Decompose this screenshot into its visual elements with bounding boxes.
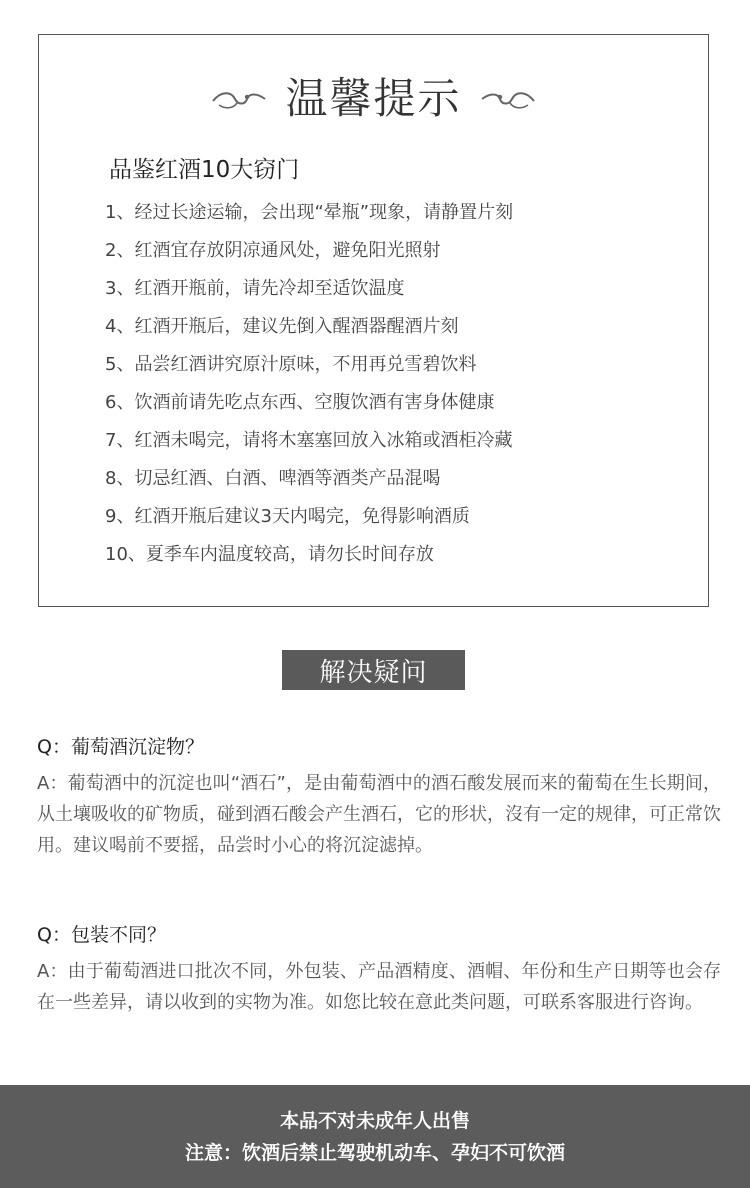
footer-age-notice: 本品不对未成年人出售 bbox=[279, 1109, 470, 1132]
tips-title: 温馨提示 bbox=[285, 74, 462, 123]
tip-item: 1、经过长途运输，会出现“晕瓶”现象，请静置片刻 bbox=[105, 202, 514, 223]
tip-item: 10、夏季车内温度较高，请勿长时间存放 bbox=[105, 544, 434, 565]
faq-item bbox=[37, 922, 721, 1018]
tip-item: 9、红酒开瓶后建议3天内喝完，免得影响酒质 bbox=[105, 506, 470, 527]
footer-banner bbox=[0, 1085, 750, 1188]
tips-list bbox=[105, 198, 513, 578]
tip-item: 2、红酒宜存放阴凉通风处，避免阳光照射 bbox=[105, 240, 441, 261]
flourish-left-icon bbox=[211, 87, 267, 111]
tip-item: 3、红酒开瓶前，请先冷却至适饮温度 bbox=[105, 278, 405, 299]
tip-item: 6、饮酒前请先吃点东西、空腹饮酒有害身体健康 bbox=[105, 392, 495, 413]
tip-item: 7、红酒未喝完，请将木塞塞回放入冰箱或酒柜冷藏 bbox=[105, 430, 513, 451]
faq-answer: A：由于葡萄酒进口批次不同，外包装、产品酒精度、酒帽、年份和生产日期等也会存在一些差异，请以收到的实物为准。如您比较在意此类问题，可联系客服进行咨询。 bbox=[37, 961, 721, 1013]
tips-box bbox=[38, 34, 709, 607]
tip-item: 4、红酒开瓶后，建议先倒入醒酒器醒酒片刻 bbox=[105, 316, 459, 337]
flourish-right-icon bbox=[480, 87, 536, 111]
faq-question: Q：葡萄酒沉淀物？ bbox=[37, 736, 204, 758]
faq-question: Q：包装不同？ bbox=[37, 924, 166, 946]
faq-item bbox=[37, 734, 721, 861]
faq-section-title: 解决疑问 bbox=[282, 650, 465, 690]
tip-item: 8、切忌红酒、白酒、啤酒等酒类产品混喝 bbox=[105, 468, 441, 489]
tip-item: 5、品尝红酒讲究原汁原味，不用再兑雪碧饮料 bbox=[105, 354, 477, 375]
faq-answer: A：葡萄酒中的沉淀也叫“酒石”，是由葡萄酒中的酒石酸发展而来的葡萄在生长期间，从土壤吸收的矿物质，碰到酒石酸会产生酒石，它的形状，沒有一定的规律，可正常饮用。建议喝前不要摇，品尝时小心的将沉淀滤掉。 bbox=[37, 773, 721, 856]
tips-subtitle: 品鉴红酒10大窃门 bbox=[109, 157, 300, 183]
tips-header bbox=[39, 71, 708, 127]
footer-safety-notice: 注意：饮酒后禁止驾驶机动车、孕妇不可饮酒 bbox=[184, 1141, 565, 1164]
